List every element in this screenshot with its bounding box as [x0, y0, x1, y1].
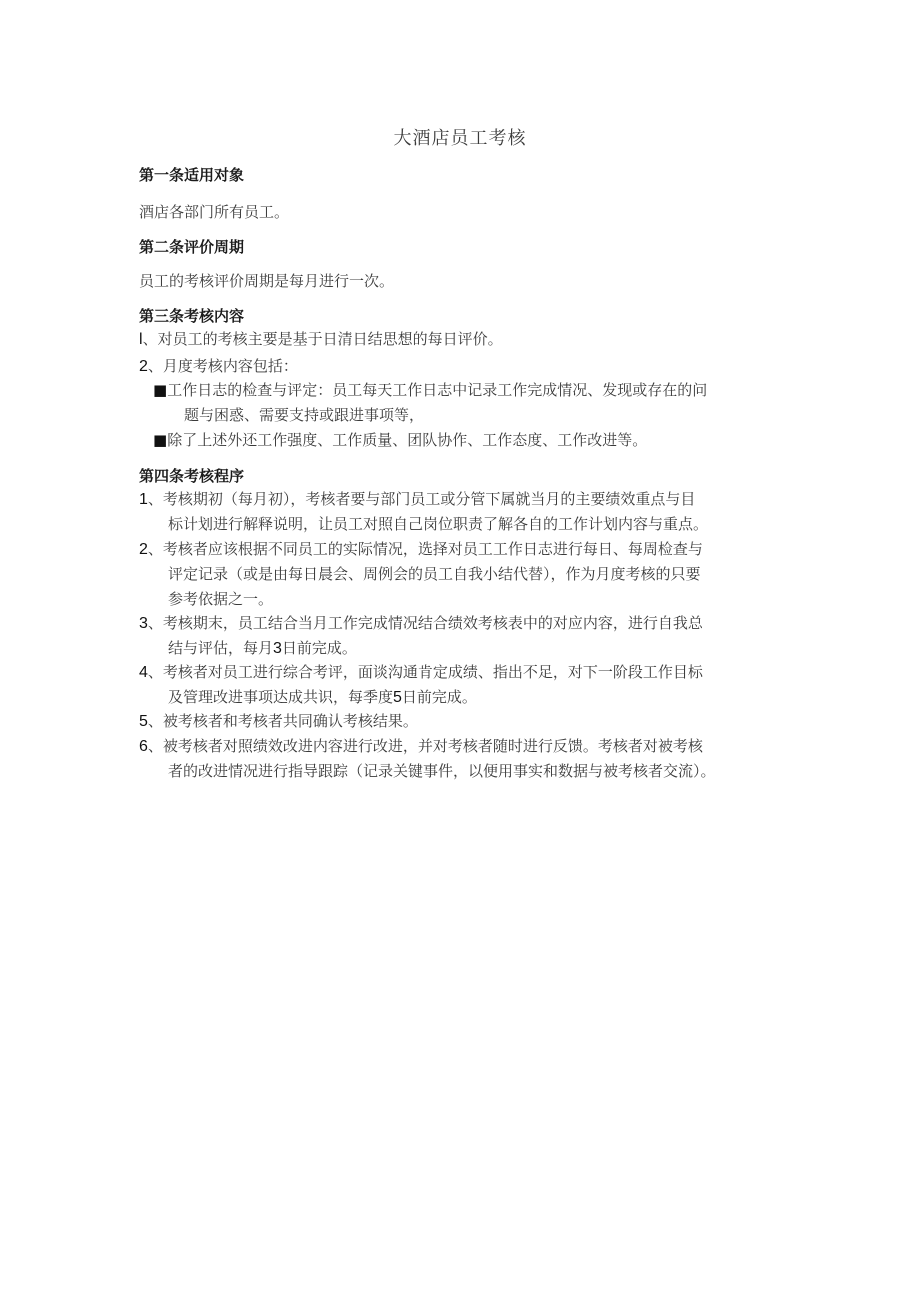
bullet-text: 除了上述外还工作强度、工作质量、团队协作、工作态度、工作改进等。: [167, 431, 648, 449]
bullet-continuation: 题与困惑、需要支持或跟进事项等，: [184, 406, 425, 424]
list-item: [139, 711, 418, 732]
item-separator: 、: [147, 357, 163, 375]
list-item: [139, 613, 703, 634]
item-number: 6: [139, 738, 148, 755]
item-separator: 、: [147, 490, 163, 508]
item-separator: 、: [142, 330, 158, 348]
item-separator: 、: [147, 663, 163, 681]
item-number: 2: [139, 541, 148, 558]
list-item: [139, 329, 503, 350]
bullet-item: [153, 430, 647, 450]
list-item: [139, 356, 298, 377]
item-continuation: [168, 638, 357, 659]
item-continuation: 参考依据之一。: [168, 590, 274, 608]
item-number: 2: [139, 358, 148, 375]
item-continuation: 评定记录（或是由每日晨会、周例会的员工自我小结代替），作为月度考核的只要: [168, 565, 701, 583]
item-text: 考核期末，员工结合当月工作完成情况结合绩效考核表中的对应内容，进行自我总: [162, 614, 703, 632]
item-text: 考核者应该根据不同员工的实际情况，选择对员工工作日志进行每日、每周检查与: [162, 540, 703, 558]
inline-number: 3: [273, 640, 282, 657]
item-text: 考核期初（每月初），考核者要与部门员工或分管下属就当月的主要绩效重点与目: [162, 490, 696, 508]
item-text: 考核者对员工进行综合考评，面谈沟通肯定成绩、指出不足，对下一阶段工作目标: [162, 663, 703, 681]
item-number: 3: [139, 615, 148, 632]
item-continuation: 者的改进情况进行指导跟踪（记录关键事件，以便用事实和数据与被考核者交流）。: [168, 762, 716, 780]
section-text-1: 酒店各部门所有员工。: [139, 203, 290, 221]
item-text: 对员工的考核主要是基于日清日结思想的每日评价。: [157, 330, 503, 348]
continuation-text: 结与评估，每月: [168, 639, 274, 657]
item-number: 4: [139, 664, 148, 681]
continuation-text: 及管理改进事项达成共识，每季度: [168, 688, 394, 706]
continuation-text: 日前完成。: [401, 688, 477, 706]
item-separator: 、: [147, 712, 163, 730]
item-number: 5: [139, 713, 148, 730]
section-heading-2: 第二条评价周期: [139, 238, 245, 256]
item-number: l: [139, 331, 143, 348]
inline-number: 5: [393, 689, 402, 706]
list-item: [139, 736, 703, 757]
document-title: 大酒店员工考核: [393, 128, 527, 149]
item-number: 1: [139, 491, 148, 508]
square-bullet-icon: ■: [153, 381, 168, 399]
item-separator: 、: [147, 737, 163, 755]
item-text: 月度考核内容包括：: [162, 357, 298, 375]
continuation-text: 日前完成。: [281, 639, 357, 657]
item-text: 被考核者对照绩效改进内容进行改进，并对考核者随时进行反馈。考核者对被考核: [162, 737, 703, 755]
section-heading-4: 第四条考核程序: [139, 467, 245, 485]
item-continuation: [168, 687, 477, 708]
item-text: 被考核者和考核者共同确认考核结果。: [162, 712, 418, 730]
list-item: [139, 489, 695, 510]
section-heading-3: 第三条考核内容: [139, 307, 245, 325]
list-item: [139, 662, 703, 683]
item-separator: 、: [147, 540, 163, 558]
item-continuation: 标计划进行解释说明，让员工对照自己岗位职责了解各自的工作计划内容与重点。: [168, 515, 709, 533]
square-bullet-icon: ■: [153, 431, 168, 449]
bullet-item: [153, 380, 707, 400]
list-item: [139, 539, 703, 560]
item-separator: 、: [147, 614, 163, 632]
section-heading-1: 第一条适用对象: [139, 166, 245, 184]
bullet-text: 工作日志的检查与评定：员工每天工作日志中记录工作完成情况、发现或存在的问: [167, 381, 708, 399]
section-text-2: 员工的考核评价周期是每月进行一次。: [139, 272, 395, 290]
